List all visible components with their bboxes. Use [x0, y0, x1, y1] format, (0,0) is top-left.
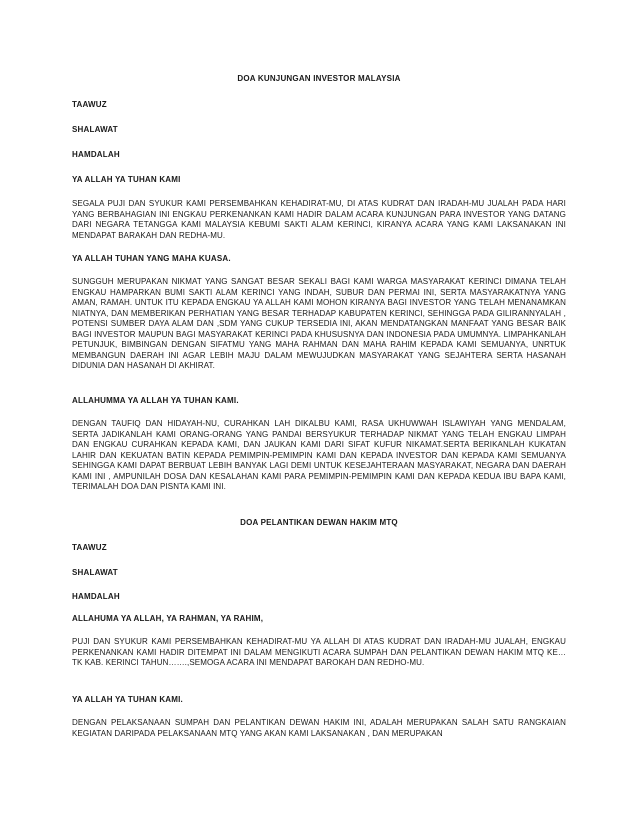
- heading-allahumma: ALLAHUMMA YA ALLAH YA TUHAN KAMI.: [72, 396, 239, 405]
- heading-ya-allah-maha-kuasa: YA ALLAH TUHAN YANG MAHA KUASA.: [72, 254, 231, 263]
- heading-taawuz-2: TAAWUZ: [72, 543, 107, 552]
- heading-hamdalah: HAMDALAH: [72, 150, 120, 159]
- paragraph-2: SUNGGUH MERUPAKAN NIKMAT YANG SANGAT BESAR SEKALI BAGI KAMI WARGA MASYARAKAT KERINCI DIMANA TELAH ENGKAU HAMPARKAN BUMI SAKTI ALAM KERINCI YANG INDAH, SUBUR DAN PERMAI INI, SERTA MASYARAKATNYA YANG AMAN, RAMAH. UNTUK ITU KEPADA ENGKAU YA ALLAH KAMI MOHON KIRANYA BAGI INVESTOR YANG TELAH MENANAMKAN NIATNYA, DAN MEMBERIKAN PERHATIAN YANG BESAR TERHADAP KABUPATEN KERINCI, SEHINGGA PADA GILIRANNYALAH , POTENSI SUMBER DAYA ALAM DAN ,SDM YANG CUKUP TERSEDIA INI, AKAN MENDATANGKAN MANFAAT YANG BESAR BAIK BAGI INVESTOR MAUPUN BAGI MASYARAKAT KERINCI PADA KHUSUSNYA DAN INDONESIA PADA UMUMNYA. LIMPAHKANLAH PETUNJUK, BIMBINGAN DENGAN SIFATMU YANG MAHA RAHMAN DAN MAHA RAHIM KEPADA KAMI SEMUANYA, UNRTUK MEMBANGUN DAERAH INI AGAR LEBIH MAJU DALAM MEWUJUDKAN MASYARAKAT YANG SEJAHTERA SERTA HASANAH DIDUNIA DAN HASANAH DI AKHIRAT.: [72, 277, 566, 370]
- heading-allahuma-ya-rahman: ALLAHUMA YA ALLAH, YA RAHMAN, YA RAHIM,: [72, 614, 264, 623]
- title-doa-pelantikan: DOA PELANTIKAN DEWAN HAKIM MTQ: [240, 518, 398, 527]
- heading-taawuz: TAAWUZ: [72, 100, 107, 109]
- paragraph-5: DENGAN PELAKSANAAN SUMPAH DAN PELANTIKAN DEWAN HAKIM INI, ADALAH MERUPAKAN SALAH SATU RANGKAIAN KEGIATAN DARIPADA PELAKSANAAN MTQ YANG AKAN KAMI LAKSANAKAN , DAN MERUPAKAN: [72, 718, 566, 738]
- heading-ya-allah-3: YA ALLAH YA TUHAN KAMI.: [72, 695, 183, 704]
- paragraph-3: DENGAN TAUFIQ DAN HIDAYAH-NU, CURAHKAN LAH DIKALBU KAMI, RASA UKHUWWAH ISLAWIYAH YANG MENDALAM, SERTA JADIKANLAH KAMI ORANG-ORANG YANG PANDAI BERSYUKUR TERHADAP NIKMAT YANG TELAH ENGKAU LIMPAH DAN ENGKAU CURAHKAN KEPADA KAMI, DAN JAUKAN KAMI DARI SIFAT KUFUR NIKAMAT.SERTA BERIKANLAH KUKATAN LAHIR DAN KEKUATAN BATIN KEPADA PEMIMPIN-PEMIMPIN KAMI DAN KEPADA INVESTOR DAN KEPADA KAMI SEMUANYA SEHINGGA KAMI DAPAT BERBUAT LEBIH BANYAK LAGI DEMI UNTUK KESEJAHTERAAN MASYARAKAT, NEGARA DAN DAERAH KAMI INI , AMPUNILAH DOSA DAN KESALAHAN KAMI PARA PEMIMPIN-PEMIMPIN KAMI DAN KEPADA KEDUA IBU BAPA KAMI, TERIMALAH DOA DAN PISNTA KAMI INI.: [72, 419, 566, 491]
- heading-ya-allah: YA ALLAH YA TUHAN KAMI: [72, 175, 181, 184]
- heading-shalawat-2: SHALAWAT: [72, 568, 118, 577]
- paragraph-4: PUJI DAN SYUKUR KAMI PERSEMBAHKAN KEHADIRAT-MU YA ALLAH DI ATAS KUDRAT DAN IRADAH-MU JUALAH, ENGKAU PERKENANKAN KAMI HADIR DITEMPAT INI DALAM MENGIKUTI ACARA SUMPAH DAN PELANTIKAN DEWAN HAKIM MTQ KE… TK KAB. KERINCI TAHUN…….,SEMOGA ACARA INI MENDAPAT BAROKAH DAN REDHO-MU.: [72, 637, 566, 667]
- heading-hamdalah-2: HAMDALAH: [72, 592, 120, 601]
- paragraph-1: SEGALA PUJI DAN SYUKUR KAMI PERSEMBAHKAN KEHADIRAT-MU, DI ATAS KUDRAT DAN IRADAH-MU JUALAH PADA HARI YANG BERBAHAGIAN INI ENGKAU PERKENANKAN KAMI HADIR DALAM ACARA KUNJUNGAN PARA INVESTOR YANG DATANG DARI NEGARA TETANGGA KAMI MALAYSIA KEBUMI SAKTI ALAM KERINCI, KIRANYA ACARA YANG KAMI LAKSANAKAN INI MENDAPAT BARAKAH DAN REDHA-MU.: [72, 199, 566, 240]
- title-doa-kunjungan: DOA KUNJUNGAN INVESTOR MALAYSIA: [237, 74, 401, 83]
- heading-shalawat: SHALAWAT: [72, 125, 118, 134]
